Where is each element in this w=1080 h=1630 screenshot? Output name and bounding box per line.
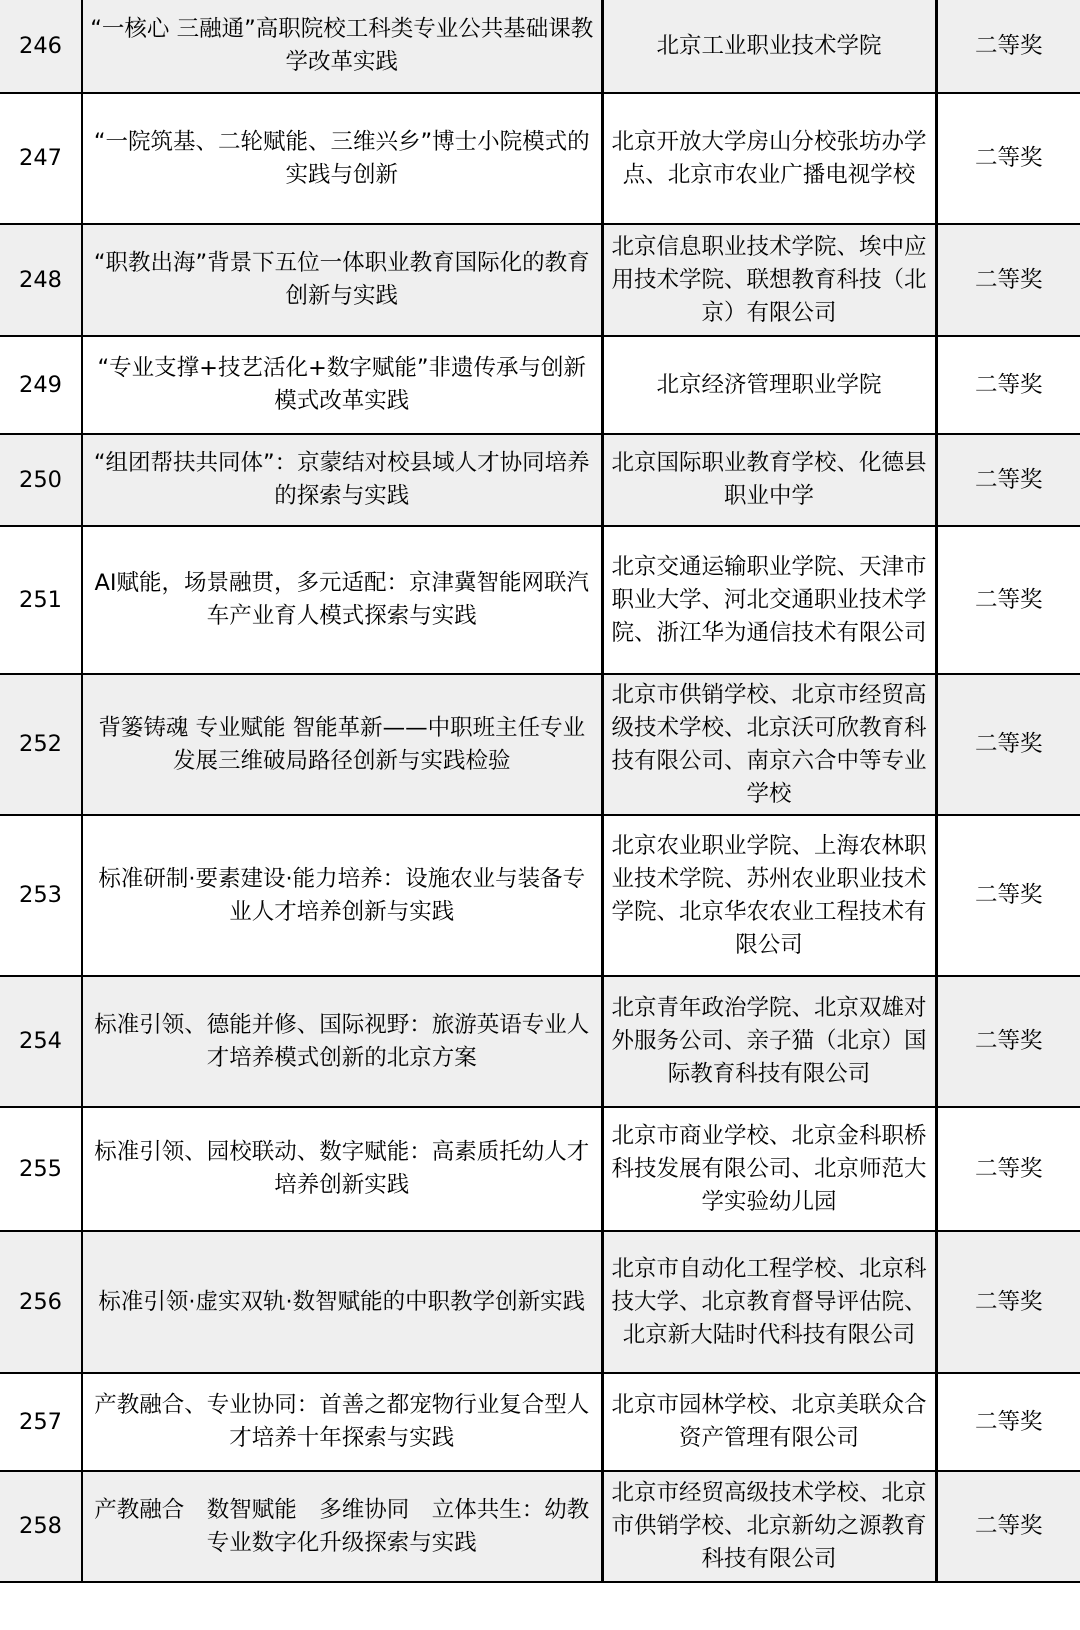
row-number: 250	[0, 434, 82, 526]
project-title: 产教融合、专业协同：首善之都宠物行业复合型人才培养十年探索与实践	[82, 1373, 602, 1471]
institution: 北京工业职业技术学院	[602, 0, 936, 93]
table-row	[0, 815, 1080, 976]
project-title: 标准研制·要素建设·能力培养：设施农业与装备专业人才培养创新与实践	[82, 815, 602, 976]
table-row	[0, 1373, 1080, 1471]
project-title: “组团帮扶共同体”：京蒙结对校县域人才协同培养的探索与实践	[82, 434, 602, 526]
award-level: 二等奖	[936, 1373, 1080, 1471]
row-number: 249	[0, 336, 82, 434]
institution: 北京信息职业技术学院、埃中应用技术学院、联想教育科技（北京）有限公司	[602, 224, 936, 336]
table-row	[0, 93, 1080, 224]
award-level: 二等奖	[936, 674, 1080, 815]
project-title: “专业支撑+技艺活化+数字赋能”非遗传承与创新模式改革实践	[82, 336, 602, 434]
table-row	[0, 674, 1080, 815]
institution: 北京市经贸高级技术学校、北京市供销学校、北京新幼之源教育科技有限公司	[602, 1471, 936, 1582]
institution: 北京农业职业学院、上海农林职业技术学院、苏州农业职业技术学院、北京华农农业工程技术有限公司	[602, 815, 936, 976]
project-title: “职教出海”背景下五位一体职业教育国际化的教育创新与实践	[82, 224, 602, 336]
table-row	[0, 1471, 1080, 1582]
table-row	[0, 224, 1080, 336]
award-level: 二等奖	[936, 224, 1080, 336]
institution: 北京开放大学房山分校张坊办学点、北京市农业广播电视学校	[602, 93, 936, 224]
award-level: 二等奖	[936, 1231, 1080, 1373]
project-title: AI赋能，场景融贯，多元适配：京津冀智能网联汽车产业育人模式探索与实践	[82, 526, 602, 674]
institution: 北京市自动化工程学校、北京科技大学、北京教育督导评估院、北京新大陆时代科技有限公司	[602, 1231, 936, 1373]
award-level: 二等奖	[936, 526, 1080, 674]
award-level: 二等奖	[936, 93, 1080, 224]
award-level: 二等奖	[936, 336, 1080, 434]
row-number: 258	[0, 1471, 82, 1582]
institution: 北京市商业学校、北京金科职桥科技发展有限公司、北京师范大学实验幼儿园	[602, 1107, 936, 1231]
project-title: 标准引领·虚实双轨·数智赋能的中职教学创新实践	[82, 1231, 602, 1373]
table-row	[0, 976, 1080, 1107]
institution: 北京经济管理职业学院	[602, 336, 936, 434]
table-row	[0, 434, 1080, 526]
institution: 北京交通运输职业学院、天津市职业大学、河北交通职业技术学院、浙江华为通信技术有限公司	[602, 526, 936, 674]
award-level: 二等奖	[936, 0, 1080, 93]
institution: 北京青年政治学院、北京双雄对外服务公司、亲子猫（北京）国际教育科技有限公司	[602, 976, 936, 1107]
project-title: 产教融合 数智赋能 多维协同 立体共生：幼教专业数字化升级探索与实践	[82, 1471, 602, 1582]
project-title: 标准引领、德能并修、国际视野：旅游英语专业人才培养模式创新的北京方案	[82, 976, 602, 1107]
row-number: 251	[0, 526, 82, 674]
row-number: 256	[0, 1231, 82, 1373]
row-number: 254	[0, 976, 82, 1107]
award-level: 二等奖	[936, 1107, 1080, 1231]
row-number: 252	[0, 674, 82, 815]
table-row	[0, 1231, 1080, 1373]
award-level: 二等奖	[936, 976, 1080, 1107]
award-level: 二等奖	[936, 434, 1080, 526]
institution: 北京国际职业教育学校、化德县职业中学	[602, 434, 936, 526]
institution: 北京市园林学校、北京美联众合资产管理有限公司	[602, 1373, 936, 1471]
project-title: “一院筑基、二轮赋能、三维兴乡”博士小院模式的实践与创新	[82, 93, 602, 224]
table-row	[0, 1107, 1080, 1231]
project-title: 背篓铸魂 专业赋能 智能革新——中职班主任专业发展三维破局路径创新与实践检验	[82, 674, 602, 815]
award-level: 二等奖	[936, 815, 1080, 976]
row-number: 257	[0, 1373, 82, 1471]
row-number: 246	[0, 0, 82, 93]
table-row	[0, 526, 1080, 674]
table-row	[0, 0, 1080, 93]
row-number: 247	[0, 93, 82, 224]
row-number: 255	[0, 1107, 82, 1231]
row-number: 253	[0, 815, 82, 976]
row-number: 248	[0, 224, 82, 336]
institution: 北京市供销学校、北京市经贸高级技术学校、北京沃可欣教育科技有限公司、南京六合中等专业学校	[602, 674, 936, 815]
project-title: 标准引领、园校联动、数字赋能：高素质托幼人才培养创新实践	[82, 1107, 602, 1231]
project-title: “一核心 三融通”高职院校工科类专业公共基础课教学改革实践	[82, 0, 602, 93]
award-level: 二等奖	[936, 1471, 1080, 1582]
table-row	[0, 336, 1080, 434]
